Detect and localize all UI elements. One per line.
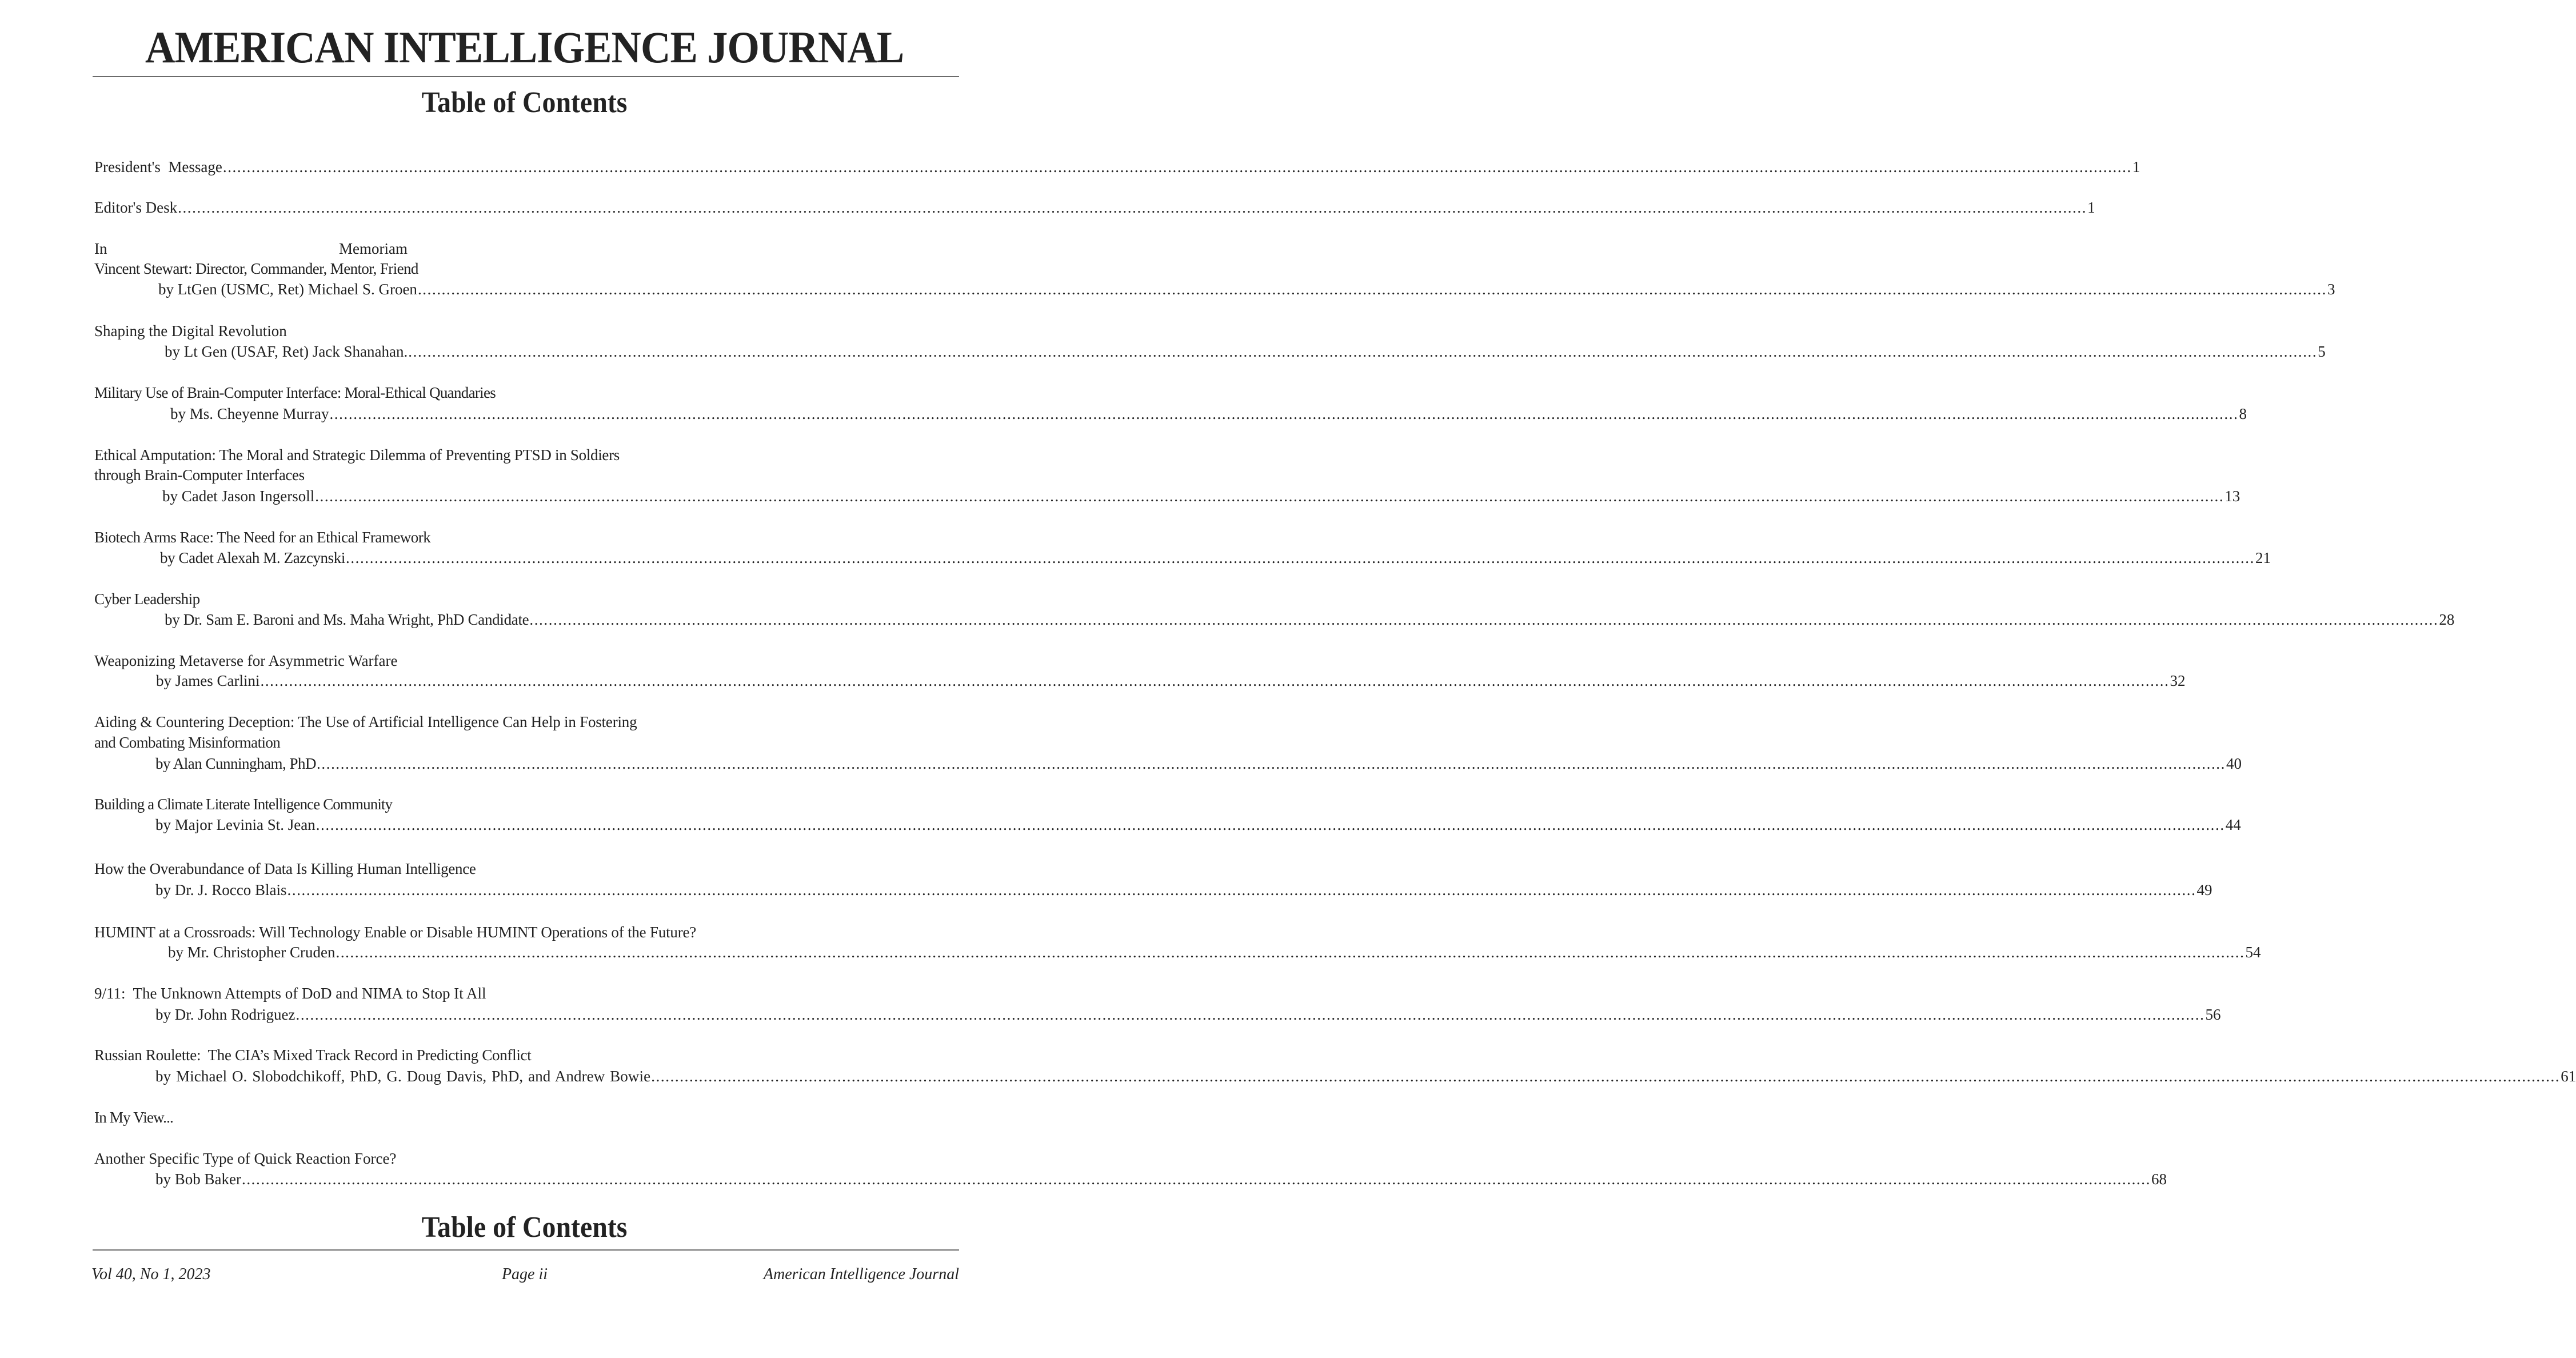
page-number: 56 [2205, 1006, 2221, 1023]
dot-leader: ................................................................................................................................................................................................................................................................................................................................................................................................................ [317, 755, 2226, 772]
journal-title [0, 22, 1049, 73]
bottom-toc-heading-text: Table of Contents [422, 1211, 628, 1244]
entry-title[interactable]: Another Specific Type of Quick Reaction Force? [94, 1150, 397, 1167]
entry-author: by Michael O. Slobodchikoff, PhD, G. Doug Davis, PhD, and Andrew Bowie [155, 1068, 651, 1085]
entry-title: Editor's Desk [94, 199, 178, 216]
entry-title-line1[interactable]: Aiding & Countering Deception: The Use of Artificial Intelligence Can Help in Fostering [94, 713, 637, 730]
page-number: 1 [2087, 199, 2095, 216]
dot-leader: ................................................................................................................................................................................................................................................................................................................................................................................................................ [178, 199, 2087, 216]
toc-entry-overabundance[interactable] [155, 880, 2212, 900]
entry-title[interactable]: Shaping the Digital Revolution [94, 322, 287, 340]
entry-author: by Dr. Sam E. Baroni and Ms. Maha Wright, PhD Candidate [165, 611, 529, 628]
page-number: 3 [2327, 281, 2335, 298]
section-label-in-my-view: In My View... [94, 1109, 173, 1126]
entry-title-line1[interactable]: Ethical Amputation: The Moral and Strategic Dilemma of Preventing PTSD in Soldiers [94, 446, 620, 464]
toc-entry-deception[interactable] [155, 754, 2242, 773]
page-number: 44 [2225, 816, 2241, 833]
toc-heading-text: Table of Contents [422, 86, 628, 119]
toc-entry-in-memoriam[interactable] [158, 279, 2335, 299]
dot-leader: ................................................................................................................................................................................................................................................................................................................................................................................................................ [345, 549, 2255, 566]
in-memoriam-label-in: In [94, 240, 107, 257]
page-number: 32 [2170, 672, 2186, 689]
toc-entry-russian-roulette[interactable] [155, 1067, 2576, 1086]
entry-title[interactable]: Biotech Arms Race: The Need for an Ethical Framework [94, 529, 431, 546]
page-number: 49 [2196, 881, 2212, 898]
page-number: 8 [2239, 405, 2247, 422]
dot-leader: ................................................................................................................................................................................................................................................................................................................................................................................................................ [417, 281, 2327, 298]
toc-entry-cyber[interactable] [165, 610, 2455, 629]
toc-entry-qrf[interactable] [155, 1169, 2167, 1189]
dot-leader: ................................................................................................................................................................................................................................................................................................................................................................................................................ [408, 343, 2318, 360]
page-number: 5 [2318, 343, 2326, 360]
toc-entry-editors-desk[interactable] [94, 198, 2095, 217]
bottom-toc-heading [0, 1211, 1049, 1245]
entry-title: President's Message [94, 158, 222, 175]
entry-author: by James Carlini [156, 672, 260, 689]
dot-leader: ................................................................................................................................................................................................................................................................................................................................................................................................................ [529, 611, 2439, 628]
dot-leader: ................................................................................................................................................................................................................................................................................................................................................................................................................ [260, 672, 2170, 689]
entry-author: by Lt Gen (USAF, Ret) Jack Shanahan. [165, 343, 408, 360]
footer-rule [93, 1249, 959, 1251]
dot-leader: ................................................................................................................................................................................................................................................................................................................................................................................................................ [287, 881, 2196, 898]
entry-author: by Ms. Cheyenne Murray [170, 405, 329, 422]
toc-entry-climate[interactable] [155, 815, 2241, 834]
page-number: 21 [2255, 549, 2271, 566]
dot-leader: ................................................................................................................................................................................................................................................................................................................................................................................................................ [222, 158, 2132, 175]
entry-author: by Mr. Christopher Cruden [168, 944, 336, 961]
entry-author: by Cadet Alexah M. Zazcynski [160, 549, 345, 566]
dot-leader: ................................................................................................................................................................................................................................................................................................................................................................................................................ [329, 405, 2239, 422]
toc-entry-ethical-amputation[interactable] [162, 486, 2240, 506]
footer-volume: Vol 40, No 1, 2023 [91, 1265, 211, 1283]
page-number: 54 [2245, 944, 2261, 961]
page-number: 28 [2439, 611, 2455, 628]
toc-entry-military-bci[interactable] [170, 404, 2247, 424]
dot-leader: ................................................................................................................................................................................................................................................................................................................................................................................................................ [651, 1068, 2561, 1085]
page-number: 13 [2224, 488, 2240, 505]
entry-title[interactable]: HUMINT at a Crossroads: Will Technology Enable or Disable HUMINT Operations of the Future? [94, 924, 697, 941]
entry-title[interactable]: Weaponizing Metaverse for Asymmetric Warfare [94, 652, 398, 669]
footer-journal: American Intelligence Journal [763, 1265, 959, 1283]
dot-leader: ................................................................................................................................................................................................................................................................................................................................................................................................................ [336, 944, 2245, 961]
entry-title[interactable]: 9/11: The Unknown Attempts of DoD and NIMA to Stop It All [94, 985, 486, 1002]
toc-heading [0, 86, 1049, 120]
dot-leader: ................................................................................................................................................................................................................................................................................................................................................................................................................ [315, 488, 2224, 505]
toc-entry-presidents-message[interactable] [94, 157, 2140, 177]
header-rule [93, 76, 959, 77]
entry-author: by Alan Cunningham, PhD [155, 755, 317, 772]
entry-title-line2[interactable]: through Brain-Computer Interfaces [94, 466, 305, 484]
toc-entry-biotech[interactable] [160, 548, 2271, 568]
entry-title[interactable]: Russian Roulette: The CIA’s Mixed Track Record in Predicting Conflict [94, 1047, 532, 1064]
entry-author: by LtGen (USMC, Ret) Michael S. Groen [158, 281, 417, 298]
entry-author: by Dr. John Rodriguez [155, 1006, 295, 1023]
entry-title[interactable]: Military Use of Brain-Computer Interface: Moral-Ethical Quandaries [94, 384, 496, 401]
entry-title[interactable]: Vincent Stewart: Director, Commander, Mentor, Friend [94, 260, 418, 277]
in-memoriam-label-memoriam: Memoriam [339, 240, 408, 257]
entry-title-line2[interactable]: and Combating Misinformation [94, 734, 281, 751]
entry-author: by Dr. J. Rocco Blais [155, 881, 287, 898]
entry-title[interactable]: How the Overabundance of Data Is Killing Human Intelligence [94, 860, 476, 877]
entry-author: by Cadet Jason Ingersoll [162, 488, 315, 505]
page-number: 40 [2226, 755, 2242, 772]
dot-leader: ................................................................................................................................................................................................................................................................................................................................................................................................................ [295, 1006, 2205, 1023]
journal-title-text: AMERICAN INTELLIGENCE JOURNAL [145, 22, 904, 72]
toc-entry-shaping[interactable] [165, 342, 2326, 361]
toc-entry-nine-eleven[interactable] [155, 1005, 2221, 1024]
page-number: 1 [2132, 158, 2140, 175]
toc-entry-humint[interactable] [168, 942, 2261, 962]
entry-title[interactable]: Building a Climate Literate Intelligence Community [94, 796, 393, 813]
page-number: 68 [2151, 1171, 2167, 1188]
dot-leader: ................................................................................................................................................................................................................................................................................................................................................................................................................ [315, 816, 2225, 833]
entry-author: by Bob Baker [155, 1171, 241, 1188]
toc-entry-metaverse[interactable] [156, 671, 2186, 690]
page-number: 61 [2561, 1068, 2576, 1085]
footer-page: Page ii [501, 1265, 548, 1283]
entry-author: by Major Levinia St. Jean [155, 816, 315, 833]
dot-leader: ................................................................................................................................................................................................................................................................................................................................................................................................................ [241, 1171, 2151, 1188]
entry-title[interactable]: Cyber Leadership [94, 590, 200, 608]
